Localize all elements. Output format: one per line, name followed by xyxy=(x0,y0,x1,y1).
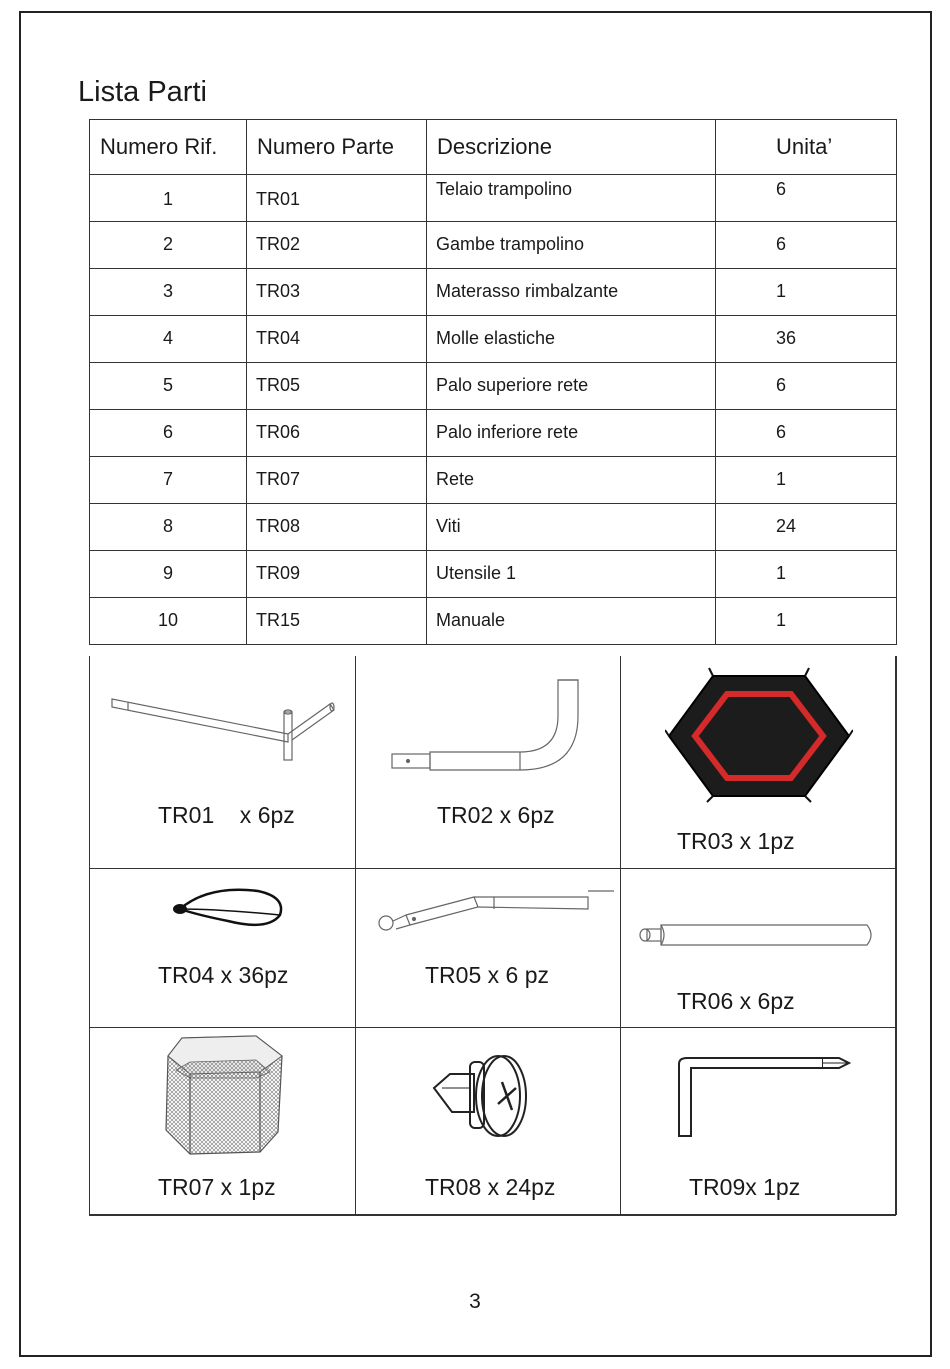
table-row xyxy=(90,175,897,222)
allen-key-icon xyxy=(673,1054,853,1140)
table-header-row xyxy=(90,120,897,175)
part-label: TR02 x 6pz xyxy=(437,802,555,828)
cell-units: 24 xyxy=(716,504,897,551)
cell-part: TR09 xyxy=(247,551,427,598)
table-row xyxy=(90,598,897,645)
cell-units: 1 xyxy=(716,551,897,598)
header-ref: Numero Rif. xyxy=(90,120,247,175)
cell-description: Manuale xyxy=(427,598,716,645)
cell-units: 6 xyxy=(716,175,897,222)
cell-part: TR01 xyxy=(247,175,427,222)
cell-units: 36 xyxy=(716,316,897,363)
part-label: TR01 x 6pz xyxy=(158,802,295,828)
page-title: Lista Parti xyxy=(78,76,207,108)
cell-part: TR05 xyxy=(247,363,427,410)
part-label: TR03 x 1pz xyxy=(677,828,795,854)
lower-pole-icon xyxy=(639,921,879,951)
table-row xyxy=(90,504,897,551)
part-cell-tr03 xyxy=(621,656,897,869)
table-row xyxy=(90,457,897,504)
cell-units: 6 xyxy=(716,410,897,457)
part-label: TR08 x 24pz xyxy=(425,1174,556,1200)
cell-description: Gambe trampolino xyxy=(427,222,716,269)
table-row xyxy=(90,410,897,457)
part-label: TR06 x 6pz xyxy=(677,988,795,1014)
cell-part: TR07 xyxy=(247,457,427,504)
table-row xyxy=(90,363,897,410)
cell-description: Molle elastiche xyxy=(427,316,716,363)
part-label: TR09x 1pz xyxy=(689,1174,801,1200)
part-cell-tr02 xyxy=(356,656,621,869)
part-cell-tr06 xyxy=(621,869,897,1028)
leg-tube-icon xyxy=(390,674,590,774)
screw-icon xyxy=(430,1048,530,1144)
hexagon-mat-icon xyxy=(665,666,853,806)
cell-units: 1 xyxy=(716,598,897,645)
cell-ref: 5 xyxy=(90,363,247,410)
part-label: TR04 x 36pz xyxy=(158,962,289,988)
table-row xyxy=(90,551,897,598)
cell-ref: 7 xyxy=(90,457,247,504)
cell-description: Utensile 1 xyxy=(427,551,716,598)
part-cell-tr08 xyxy=(356,1028,621,1215)
cell-ref: 3 xyxy=(90,269,247,316)
cell-units: 1 xyxy=(716,269,897,316)
header-description: Descrizione xyxy=(427,120,716,175)
cell-part: TR02 xyxy=(247,222,427,269)
page-number: 3 xyxy=(469,1290,481,1313)
part-label: TR07 x 1pz xyxy=(158,1174,276,1200)
cell-ref: 10 xyxy=(90,598,247,645)
part-cell-tr07 xyxy=(90,1028,356,1215)
cell-part: TR15 xyxy=(247,598,427,645)
part-label: TR05 x 6 pz xyxy=(425,962,549,988)
header-units: Unita’ xyxy=(716,120,897,175)
cell-units: 1 xyxy=(716,457,897,504)
header-part: Numero Parte xyxy=(247,120,427,175)
frame-tube-icon xyxy=(108,694,338,764)
parts-illustration-grid xyxy=(89,656,896,1216)
cell-ref: 6 xyxy=(90,410,247,457)
cell-part: TR06 xyxy=(247,410,427,457)
cell-ref: 8 xyxy=(90,504,247,551)
net-icon xyxy=(160,1032,290,1158)
cell-units: 6 xyxy=(716,222,897,269)
cell-part: TR04 xyxy=(247,316,427,363)
cell-part: TR08 xyxy=(247,504,427,551)
table-row xyxy=(90,269,897,316)
cell-description: Telaio trampolino xyxy=(427,175,716,222)
cell-ref: 1 xyxy=(90,175,247,222)
cell-ref: 2 xyxy=(90,222,247,269)
part-cell-tr05 xyxy=(356,869,621,1028)
cell-part: TR03 xyxy=(247,269,427,316)
cell-ref: 4 xyxy=(90,316,247,363)
part-cell-tr09 xyxy=(621,1028,897,1215)
cell-units: 6 xyxy=(716,363,897,410)
cell-description: Palo superiore rete xyxy=(427,363,716,410)
part-cell-tr01 xyxy=(90,656,356,869)
parts-table xyxy=(89,119,897,645)
cell-description: Palo inferiore rete xyxy=(427,410,716,457)
cell-description: Rete xyxy=(427,457,716,504)
cell-description: Viti xyxy=(427,504,716,551)
table-row xyxy=(90,316,897,363)
cell-description: Materasso rimbalzante xyxy=(427,269,716,316)
upper-pole-icon xyxy=(376,885,616,935)
table-row xyxy=(90,222,897,269)
part-cell-tr04 xyxy=(90,869,356,1028)
cell-ref: 9 xyxy=(90,551,247,598)
elastic-cord-icon xyxy=(168,885,288,933)
